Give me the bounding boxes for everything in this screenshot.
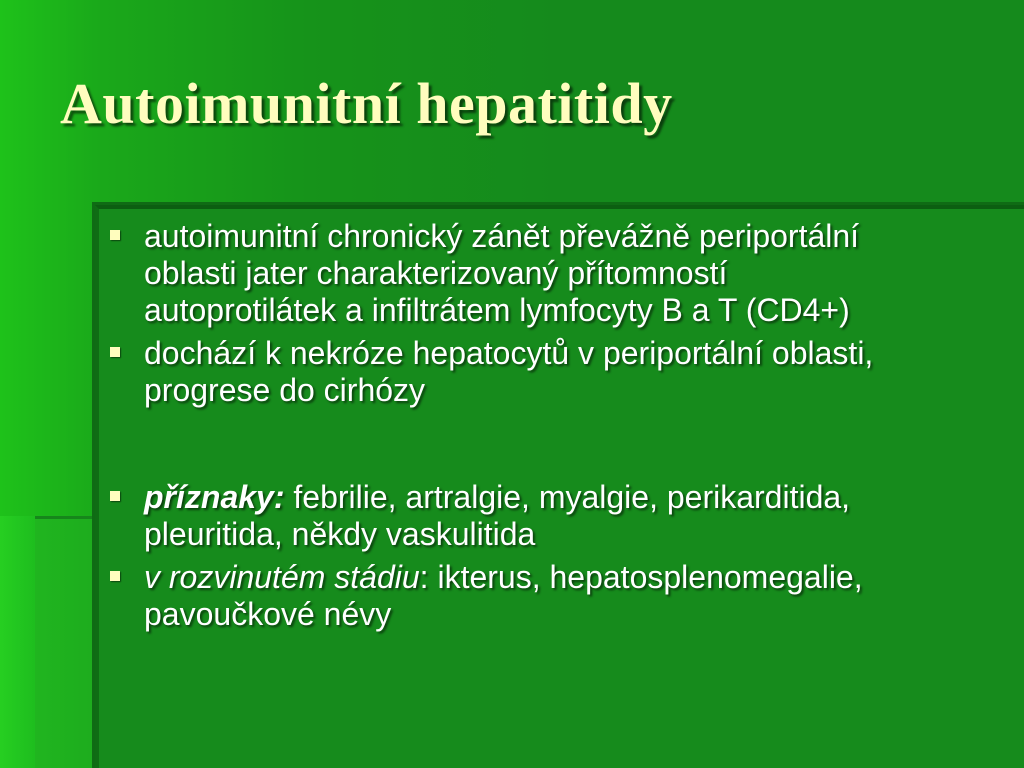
square-bullet-icon xyxy=(110,230,120,240)
square-bullet-icon xyxy=(110,347,120,357)
square-bullet-icon xyxy=(110,571,120,581)
bullet-lead-bold-italic: příznaky: xyxy=(144,479,285,515)
bullet-item xyxy=(108,218,908,329)
decorative-strip xyxy=(0,516,40,768)
slide-title: Autoimunitní hepatitidy xyxy=(60,71,673,136)
bullet-lead-italic: v rozvinutém stádiu xyxy=(144,559,420,595)
bullet-item xyxy=(108,559,908,633)
bullet-text: : ikterus, hepatosplenomegalie, pavoučkové névy xyxy=(144,559,863,632)
bullet-text: febrilie, artralgie, myalgie, perikarditida, pleuritida, někdy vaskulitida xyxy=(144,479,851,552)
bullet-text: dochází k nekróze hepatocytů v periportální oblasti, progrese do cirhózy xyxy=(144,335,874,408)
square-bullet-icon xyxy=(110,491,120,501)
bullet-text: autoimunitní chronický zánět převážně periportální oblasti jater charakterizovaný přítomností autoprotilátek a infiltrátem lymfocyty B a T (CD4+) xyxy=(144,218,860,328)
bullet-item xyxy=(108,335,908,409)
bullet-item xyxy=(108,479,908,553)
bullet-list xyxy=(108,218,908,639)
